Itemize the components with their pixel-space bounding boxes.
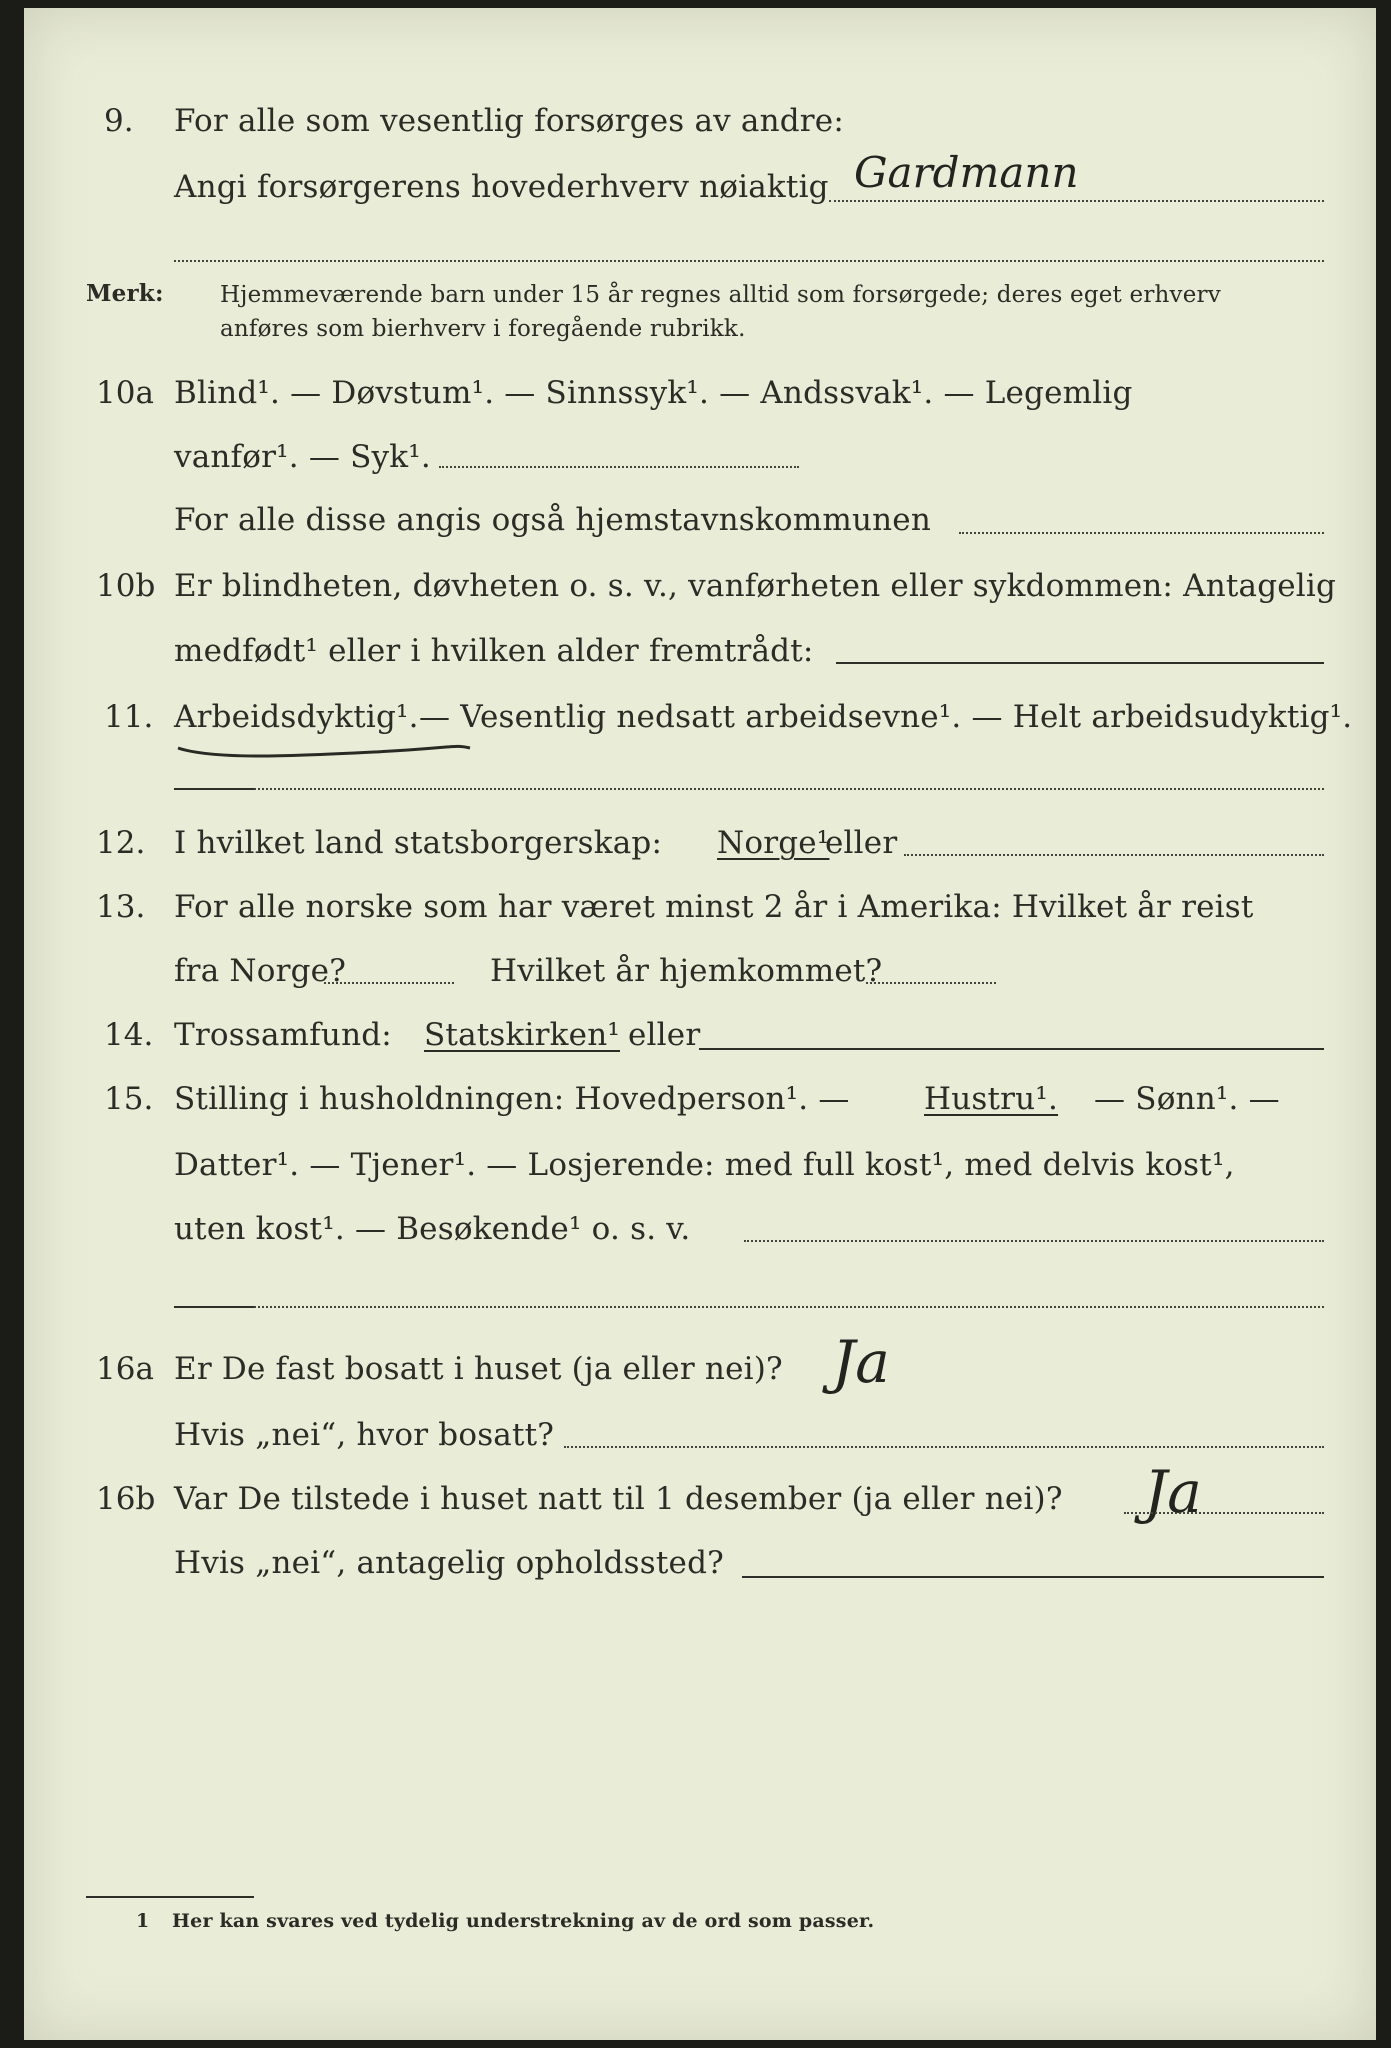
q9-handwritten-answer: Gardmann: [854, 148, 1079, 197]
q11-option-arbeidsdyktig: Arbeidsdyktig¹.: [174, 699, 419, 735]
q15-line3: uten kost¹. — Besøkende¹ o. s. v.: [174, 1211, 691, 1247]
q16a-number: 16a: [96, 1351, 154, 1387]
footnote-mark: 1: [136, 1910, 150, 1932]
q9-line2: Angi forsørgerens hovederhverv nøiaktig: [174, 169, 829, 205]
q12-post: eller: [825, 825, 898, 861]
q14-option-statskirken: Statskirken¹: [424, 1017, 620, 1053]
q15-line1a: Stilling i husholdningen: Hovedperson¹. —: [174, 1081, 850, 1117]
q14-post: eller: [628, 1017, 701, 1053]
q13-line1: For alle norske som har været minst 2 år i Amerika: Hvilket år reist: [174, 889, 1254, 925]
q13-part2: Hvilket år hjemkommet?: [490, 953, 883, 989]
q12-answer-line: [904, 854, 1324, 856]
q10b-line1: Er blindheten, døvheten o. s. v., vanførheten eller sykdommen: Antagelig: [174, 568, 1337, 604]
q15-extra-line: [174, 1306, 1324, 1308]
q14-number: 14.: [104, 1017, 154, 1053]
merk-label: Merk:: [86, 280, 164, 307]
q10a-number: 10a: [96, 375, 154, 411]
q10b-number: 10b: [96, 568, 156, 604]
merk-line1: Hjemmeværende barn under 15 år regnes alltid som forsørgede; deres eget erhverv: [220, 282, 1221, 308]
footnote-rule: [86, 1896, 254, 1898]
q12-option-norge: Norge¹: [717, 825, 830, 861]
q15-extra-line-start: [174, 1306, 254, 1308]
q15-answer-line: [744, 1240, 1324, 1242]
q9-number: 9.: [104, 103, 134, 139]
footnote-text: Her kan svares ved tydelig understrekning av de ord som passer.: [172, 1910, 875, 1932]
q13-reist-line: [324, 982, 454, 984]
q11-rest: — Vesentlig nedsatt arbeidsevne¹. — Helt arbeidsudyktig¹.: [419, 699, 1353, 735]
q16b-answer-line: [1124, 1512, 1324, 1514]
q9-extra-line: [174, 260, 1324, 262]
q16b-number: 16b: [96, 1481, 156, 1517]
q15-option-hustru: Hustru¹.: [924, 1081, 1059, 1117]
q11-number: 11.: [104, 699, 154, 735]
q16a-line2: Hvis „nei“, hvor bosatt?: [174, 1417, 555, 1453]
q13-part1: fra Norge?: [174, 953, 347, 989]
q11-extra-line-start: [174, 788, 254, 790]
q16b-handwritten-answer: Ja: [1144, 1458, 1202, 1526]
q15-line2: Datter¹. — Tjener¹. — Losjerende: med full kost¹, med delvis kost¹,: [174, 1147, 1235, 1183]
q10b-line2: medfødt¹ eller i hvilken alder fremtrådt:: [174, 633, 814, 669]
q10a-kommune-line: [959, 532, 1324, 534]
q16a-answer-line: [564, 1446, 1324, 1448]
q13-number: 13.: [96, 889, 146, 925]
q10a-syk-line: [439, 466, 799, 468]
merk-line2: anføres som bierhverv i foregående rubrikk.: [220, 316, 746, 342]
q10a-line1: Blind¹. — Døvstum¹. — Sinnssyk¹. — Andssvak¹. — Legemlig: [174, 375, 1133, 411]
q10a-line2: vanfør¹. — Syk¹.: [174, 439, 431, 475]
q16a-line1: Er De fast bosatt i huset (ja eller nei)?: [174, 1351, 783, 1387]
q15-line1c: — Sønn¹. —: [1094, 1081, 1280, 1117]
q13-hjemkommet-line: [866, 982, 996, 984]
q16b-line1: Var De tilstede i huset natt til 1 desember (ja eller nei)?: [174, 1481, 1063, 1517]
q16b-line2: Hvis „nei“, antagelig opholdssted?: [174, 1545, 724, 1581]
q15-number: 15.: [104, 1081, 154, 1117]
q14-pre: Trossamfund:: [174, 1017, 392, 1053]
q16b-answer-line2: [742, 1576, 1324, 1578]
q12-number: 12.: [96, 825, 146, 861]
q11-extra-line: [174, 788, 1324, 790]
census-form-page: [24, 8, 1376, 2040]
q10b-answer-line: [836, 662, 1324, 664]
q16a-handwritten-answer: Ja: [832, 1328, 890, 1396]
q10a-line3: For alle disse angis også hjemstavnskommunen: [174, 502, 931, 538]
q14-answer-line: [699, 1048, 1324, 1050]
q9-answer-line: [829, 200, 1324, 202]
q11-hand-underline: [174, 734, 474, 764]
q12-pre: I hvilket land statsborgerskap:: [174, 825, 663, 861]
q9-line1: For alle som vesentlig forsørges av andre:: [174, 103, 844, 139]
